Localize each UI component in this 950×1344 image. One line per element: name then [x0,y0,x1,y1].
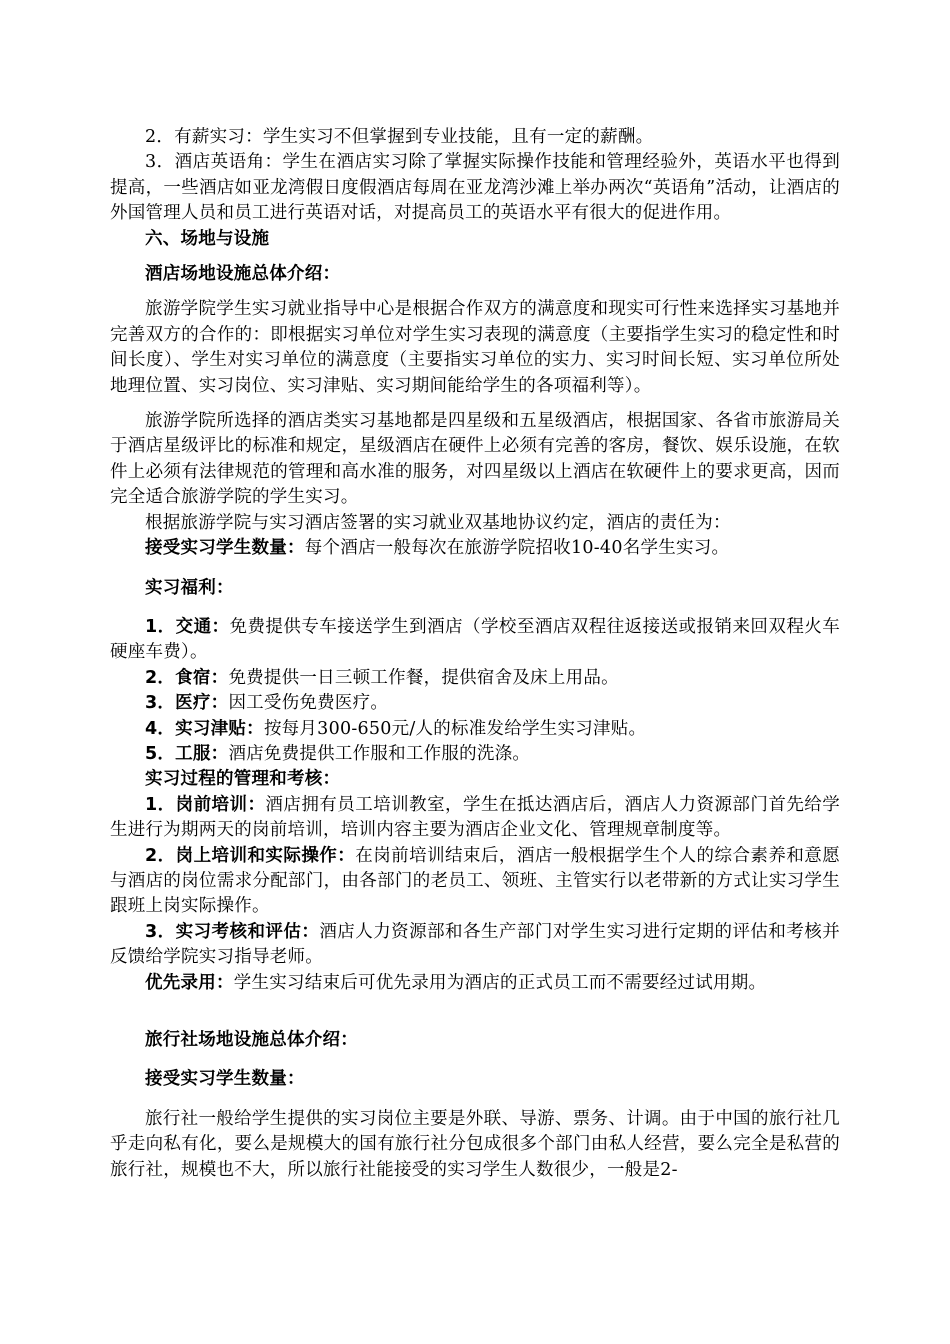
labeled-paragraph [110,971,840,996]
labeled-paragraph [110,536,840,561]
body-paragraph: 旅游学院所选择的酒店类实习基地都是四星级和五星级酒店，根据国家、各省市旅游局关于酒店星级评比的标准和规定，星级酒店在硬件上必须有完善的客房，餐饮、娱乐设施，在软件上必须有法律规范的管理和高水准的服务，对四星级以上酒店在软硬件上的要求更高，因而完全适合旅游学院的学生实习。 [110,411,840,508]
paragraph-text: 因工受伤免费医疗。 [228,693,389,714]
document-body [110,125,840,1183]
paragraph-text: 按每月300-650元/人的标准发给学生实习津贴。 [263,718,647,739]
labeled-paragraph [110,793,840,844]
labeled-paragraph [110,742,840,767]
paragraph-label: 4．实习津贴： [145,718,264,739]
body-paragraph: 旅游学院学生实习就业指导中心是根据合作双方的满意度和现实可行性来选择实习基地并完善双方的合作的：即根据实习单位对学生实习表现的满意度（主要指学生实习的稳定性和时间长度）、学生对实习单位的满意度（主要指实习单位的实力、实习时间长短、实习单位所处地理位置、实习岗位、实习津贴、实习期间能给学生的各项福利等）。 [110,299,840,396]
paragraph-label: 2．岗上培训和实际操作： [145,845,356,866]
paragraph-label: 5．工服： [145,743,229,764]
paragraph-label: 3．医疗： [145,693,229,714]
labeled-paragraph [110,920,840,971]
paragraph-text: 酒店拥有员工培训教室，学生在抵达酒店后，酒店人力资源部门首先给学生进行为期两天的岗前培训，培训内容主要为酒店企业文化、管理规章制度等。 [110,794,840,841]
paragraph-text: 每个酒店一般每次在旅游学院招收10-40名学生实习。 [304,538,730,559]
section-heading: 实习过程的管理和考核： [145,769,341,790]
paragraph-label: 优先录用： [145,972,234,993]
paragraph-text: 免费提供一日三顿工作餐，提供宿舍及床上用品。 [228,667,619,688]
section-heading: 接受实习学生数量： [145,1069,305,1090]
paragraph-text: 学生实习结束后可优先录用为酒店的正式员工而不需要经过试用期。 [233,972,767,993]
section-heading: 六、场地与设施 [145,228,270,249]
paragraph-label: 2．食宿： [145,667,229,688]
section-heading: 酒店场地设施总体介绍： [145,264,341,285]
labeled-paragraph [110,615,840,666]
body-paragraph: 3．酒店英语角：学生在酒店实习除了掌握实际操作技能和管理经验外，英语水平也得到提高，一些酒店如亚龙湾假日度假酒店每周在亚龙湾沙滩上举办两次“英语角”活动，让酒店的外国管理人员和员工进行英语对话，对提高员工的英语水平有很大的促进作用。 [110,152,840,224]
paragraph-text: 酒店人力资源部和各生产部门对学生实习进行定期的评估和考核并反馈给学院实习指导老师。 [110,921,841,968]
body-paragraph: 旅行社一般给学生提供的实习岗位主要是外联、导游、票务、计调。由于中国的旅行社几乎走向私有化，要么是规模大的国有旅行社分包成很多个部门由私人经营，要么完全是私营的旅行社，规模也不大，所以旅行社能接受的实习学生人数很少，一般是2- [110,1108,840,1180]
paragraph-label: 1．岗前培训： [145,794,266,815]
labeled-paragraph [110,691,840,716]
section-heading: 实习福利： [145,577,234,598]
paragraph-label: 1．交通： [145,616,230,637]
body-paragraph: 根据旅游学院与实习酒店签署的实习就业双基地协议约定，酒店的责任为： [145,512,731,533]
labeled-paragraph [110,666,840,691]
paragraph-label: 3．实习考核和评估： [145,921,320,942]
paragraph-label: 接受实习学生数量： [145,538,305,559]
paragraph-text: 在岗前培训结束后，酒店一般根据学生个人的综合素养和意愿与酒店的岗位需求分配部门，由各部门的老员工、领班、主管实行以老带新的方式让实习学生跟班上岗实际操作。 [110,845,840,917]
paragraph-text: 酒店免费提供工作服和工作服的洗涤。 [228,743,531,764]
labeled-paragraph [110,844,840,920]
paragraph-text: 免费提供专车接送学生到酒店（学校至酒店双程往返接送或报销来回双程火车硬座车费）。 [110,616,840,663]
body-paragraph: 2．有薪实习：学生实习不但掌握到专业技能，且有一定的薪酬。 [145,127,654,147]
labeled-paragraph [110,717,840,742]
section-heading: 旅行社场地设施总体介绍： [145,1030,358,1050]
